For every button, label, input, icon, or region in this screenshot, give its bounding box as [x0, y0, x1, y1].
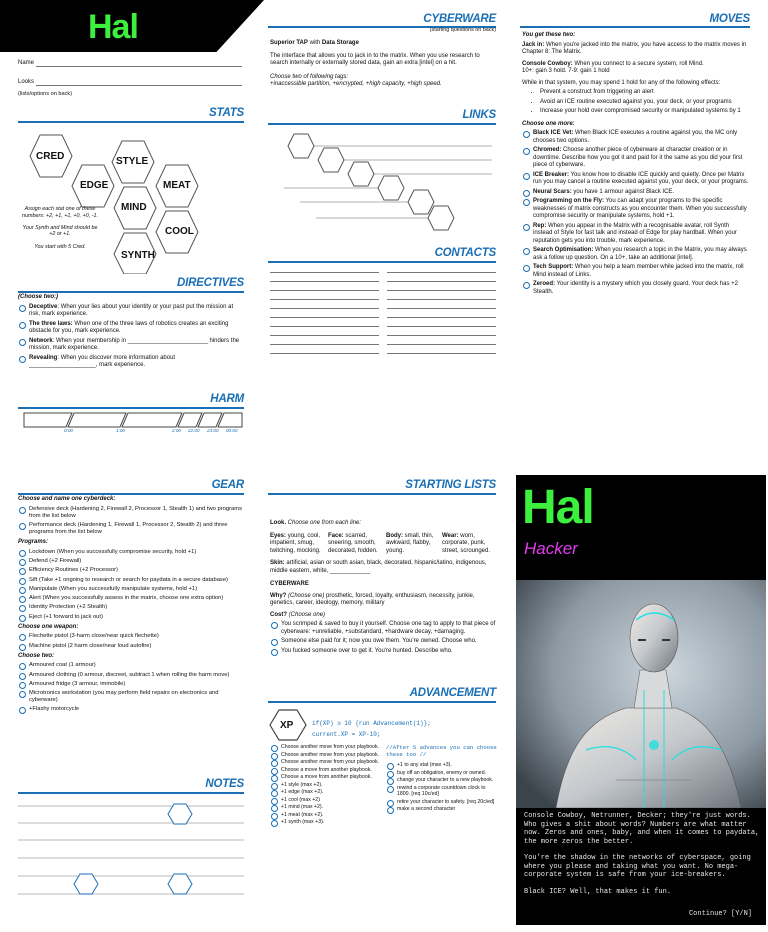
- contacts-lines[interactable]: [270, 264, 496, 354]
- move-option[interactable]: Black ICE Vet: When Black ICE executes a routine against you, the MC only chooses two options.: [522, 130, 750, 145]
- gear-weapon-heading: Choose one weapon:: [18, 623, 79, 630]
- cowboy-hits: 10+: gain 3 hold. 7-9: gain 1 hold: [522, 68, 610, 74]
- cover-text-2: You're the shadow in the networks of cyberspace, going where you please and taking what you want. No mega-corporate system is safe from your ice-breakers.: [524, 854, 751, 880]
- advancement-option[interactable]: retire your character to safety. [req 20c/ed]: [386, 799, 498, 806]
- contacts-heading: CONTACTS: [434, 247, 496, 259]
- cover-role: Hacker: [524, 539, 578, 558]
- harm-tick: 00:00: [226, 428, 238, 433]
- notes-area[interactable]: [18, 798, 244, 898]
- gear-option[interactable]: +Flashy motorcycle: [18, 706, 244, 713]
- directive-item[interactable]: The three laws: When one of the three laws of robotics creates an exciting obstacle for you, mark experience.: [18, 321, 244, 336]
- links-hex-chain: [270, 126, 496, 236]
- advancement-option[interactable]: +1 cool (max +2): [270, 797, 382, 804]
- move-option[interactable]: ICE Breaker: You know how to disable ICE quickly and quietly. Once per Matrix run you may cancel a routine executed against you, your deck, or your programs.: [522, 172, 750, 187]
- harm-tick: 1:00: [116, 428, 125, 433]
- harm-tick: 22:00: [188, 428, 200, 433]
- moves-choose: Choose one more:: [522, 120, 575, 127]
- harm-tick: 0:00: [64, 428, 73, 433]
- gear-option[interactable]: Efficiency Routines (+2 Processor): [18, 567, 244, 574]
- gear-cyberdeck-heading: Choose and name one cyberdeck:: [18, 496, 116, 502]
- harm-heading: HARM: [210, 393, 244, 405]
- gear-option[interactable]: Microtronics workstation (you may perform field repairs on electronics and cyberware): [18, 690, 244, 704]
- move-option[interactable]: Programming on the Fly: You can adapt your programs to the specific weaknesses of matrix constructs as you encounter them. When you successfully compromise security or manipulate systems, hold +1.: [522, 198, 750, 221]
- notes-heading: NOTES: [205, 778, 244, 790]
- look-face[interactable]: Face: scarred, sneering, smooth, decorated, hidden.: [328, 532, 378, 554]
- look-body[interactable]: Body: small, thin, awkward, flabby, young.: [386, 532, 434, 554]
- advancement-option[interactable]: +1 style (max +2).: [270, 782, 382, 789]
- move-option[interactable]: Tech Support: When you help a team member while jacked into the matrix, roll Mind instead of Links.: [522, 264, 750, 279]
- move-option[interactable]: Search Optimisation: When you research a topic in the Matrix, you may always ask a follow up question. On a 10+, take an additional [intel].: [522, 247, 750, 262]
- cyberware-subheading: CYBERWARE: [270, 581, 309, 587]
- gear-option[interactable]: Performance deck (Hardening 1, Firewall 1, Processor 2, Stealth 2) and three programs from the list below: [18, 522, 244, 536]
- stats-note-synth: Your Synth and Mind should be +2 or +1.: [22, 224, 98, 238]
- moves-get: You get these two:: [522, 32, 576, 38]
- gear-option[interactable]: Flechette pistol (3-harm close/near quick flechette): [18, 633, 244, 640]
- advancement-option[interactable]: Choose a move from another playbook.: [270, 767, 382, 774]
- cover-name: Hal: [522, 481, 594, 534]
- gear-option[interactable]: Lockdown (When you successfully compromise security, hold +1): [18, 549, 244, 556]
- advancement-option[interactable]: make a second character: [386, 806, 498, 813]
- stat-label-cool: COOL: [165, 226, 194, 237]
- stat-label-meat: MEAT: [163, 180, 191, 191]
- gear-cyberdecks: [18, 506, 244, 537]
- move-option[interactable]: Rep: When you appear in the Matrix with a recognisable avatar, roll Synth instead of Style for fast talk and instead of Edge for play hardball. When your reputation gets you into trouble, mark experience.: [522, 223, 750, 246]
- gear-option[interactable]: Armoured coat (1 armour): [18, 662, 244, 669]
- cyberware-cost: Cost? (Choose one): [270, 611, 326, 618]
- directive-item[interactable]: Revealing: When you discover more information about ____________________, mark experience.: [18, 355, 244, 370]
- gear-option[interactable]: Manipulate (When you successfully manipulate systems, hold +1): [18, 586, 244, 593]
- look-eyes[interactable]: Eyes: young, cool, impatient, smug, twitching, mocking.: [270, 532, 321, 554]
- cover-text-3: Black ICE? Well, that makes it fun.: [524, 887, 672, 896]
- directives-choose: (Choose two:): [18, 294, 58, 300]
- advancement-option[interactable]: +1 meat (max +2).: [270, 812, 382, 819]
- gear-two-heading: Choose two:: [18, 652, 54, 659]
- stat-label-synth: SYNTH: [121, 250, 155, 261]
- gear-option[interactable]: Identity Protection (+2 Stealth): [18, 604, 244, 611]
- advancement-heading: ADVANCEMENT: [409, 687, 496, 699]
- stats-heading: STATS: [209, 107, 244, 119]
- gear-option[interactable]: Defensive deck (Hardening 2, Firewall 2, Processor 1, Stealth 1) and two programs from the list below: [18, 506, 244, 520]
- stats-note-cred: You start with 5 Cred.: [34, 244, 86, 250]
- advancement-option[interactable]: +1 mind (max +2).: [270, 804, 382, 811]
- gear-option[interactable]: Armoured clothing (0 armour, discreet, subtract 1 when rolling the harm move): [18, 672, 244, 679]
- advancement-option[interactable]: Choose another move from your playbook.: [270, 744, 382, 751]
- harm-clock[interactable]: [22, 411, 244, 429]
- stats-note-assign: Assign each stat one of these numbers: +2, +1, +1, +0, +0, -1.: [22, 206, 98, 219]
- move-option[interactable]: Chromed: Choose another piece of cyberware at character creation or in downtime. Describe how you got it and paid for it the same as you did your first piece of cyberware.: [522, 147, 750, 170]
- advancement-option[interactable]: +1 synth (max +3).: [270, 819, 382, 826]
- cost-option[interactable]: You fucked someone over to get it. You're hunted. Describe who.: [270, 648, 496, 656]
- cyberware-text: The interface that allows you to jack in to the matrix. When you use research to search internally or externally stored data, gain an extra [intel] on a hit.: [270, 52, 480, 66]
- xp-label: XP: [280, 720, 294, 731]
- gear-option[interactable]: Alert (When you successfully assess in the matrix, choose one extra option): [18, 595, 244, 602]
- cyberware-tags-intro: Choose two of following tags:: [270, 73, 349, 80]
- gear-heading: GEAR: [211, 479, 244, 491]
- gear-choose-two: [18, 662, 244, 713]
- directive-item[interactable]: Deceptive: When your lies about your identity or your past put the mission at risk, mark experience.: [18, 304, 244, 319]
- advancement-option[interactable]: change your character to a new playbook.: [386, 777, 498, 784]
- cost-option[interactable]: You scrimped & saved to buy it yourself. Choose one tag to apply to that piece of cyberware: +unreliable, +substandard, +hardware decay, +damaging.: [270, 621, 496, 636]
- move-jack-in: Jack in: When you're jacked into the matrix, you have access to the matrix moves in Chapter 8: The Matrix.: [522, 41, 747, 55]
- cyborg-portrait: [516, 580, 766, 808]
- look-heading: Look. Choose one from each line:: [270, 520, 362, 526]
- cost-options: [270, 621, 496, 655]
- stat-label-edge: EDGE: [80, 180, 109, 191]
- links-heading: LINKS: [462, 109, 496, 121]
- moves-options: [522, 130, 750, 296]
- advancement-option[interactable]: buy off an obligation, enemy or owned.: [386, 770, 498, 777]
- directive-item[interactable]: Network: When your membership in ________________________ hinders the mission, mark experience.: [18, 338, 244, 353]
- gear-option[interactable]: Machine pistol (2 harm close/near loud autofire): [18, 643, 244, 650]
- harm-tick: 2:00: [172, 428, 181, 433]
- advancement-option[interactable]: +1 to any stat (max +3).: [386, 762, 498, 769]
- move-option[interactable]: Neural Scars: you have 1 armour against Black ICE.: [522, 189, 750, 197]
- starting-lists-heading: STARTING LISTS: [405, 479, 496, 491]
- gear-option[interactable]: Armoured fridge (3 armour, immobile): [18, 681, 244, 688]
- looks-label: Looks: [18, 78, 35, 85]
- advancement-option[interactable]: +1 edge (max +2).: [270, 789, 382, 796]
- advancement-comment: //After 5 advances you can choose these too //: [386, 744, 497, 758]
- cyberware-title: Superior TAP with Data Storage: [270, 40, 359, 46]
- move-option[interactable]: Zeroed: Your identity is a mystery which you closely guard. Your deck has +2 Stealth.: [522, 281, 750, 296]
- stat-label-mind: MIND: [121, 202, 147, 213]
- advancement-option[interactable]: rewind a corporate countdown clock to 1800. [req 10c/ed]: [386, 785, 498, 798]
- advancement-option[interactable]: Choose another move from your playbook.: [270, 752, 382, 759]
- moves-heading: MOVES: [709, 13, 750, 25]
- gear-option[interactable]: Sift (Take +1 ongoing to research or search for paydata in a secure database): [18, 577, 244, 584]
- cyberware-heading: CYBERWARE: [423, 13, 496, 25]
- xp-code-line1: if(XP) ≥ 10 {run Advancement(1)};: [312, 720, 431, 727]
- directives-list: [18, 304, 244, 370]
- look-skin[interactable]: Skin: artificial, asian or south asian, black, decorated, hispanic/latino, indigenous, middle eastern, white, ____________: [270, 560, 487, 574]
- advancement-basic: [270, 744, 382, 826]
- continue-prompt[interactable]: Continue? [Y/N]: [688, 910, 752, 918]
- lists-note: (lists/options on back): [18, 91, 73, 97]
- cowboy-bullets: • Prevent a construct from triggering an alert • Avoid an ICE routine executed against you, your deck, or your programs • Increase your hold over compromised security or manipulated systems by 1: [540, 89, 750, 116]
- look-options: [270, 533, 496, 556]
- cyberware-why: Why? (Choose one) prosthetic, forced, loyalty, enthusiasm, necessity, junkie, genetics, career, ideology, memory, military: [270, 592, 475, 606]
- looks-field[interactable]: [36, 77, 242, 86]
- advancement-advanced: [386, 762, 498, 813]
- stat-label-style: STYLE: [116, 156, 149, 167]
- gear-programs: [18, 549, 244, 621]
- stat-label-cred: CRED: [36, 151, 65, 162]
- directives-heading: DIRECTIVES: [176, 277, 244, 289]
- advancement-option[interactable]: Choose a move from another playbook.: [270, 774, 382, 781]
- harm-tick: 23:00: [207, 428, 219, 433]
- name-field[interactable]: [36, 58, 242, 67]
- gear-option[interactable]: Eject (+1 forward to jack out): [18, 614, 244, 621]
- move-console-cowboy: Console Cowboy: When you connect to a secure system, roll Mind.: [522, 60, 704, 67]
- gear-weapons: [18, 633, 244, 649]
- look-wear[interactable]: Wear: worn, corporate, punk, street, scrounged.: [442, 532, 491, 554]
- xp-code-line2: current.XP = XP-10;: [312, 730, 381, 738]
- cowboy-while: While in that system, you may spend 1 hold for any of the following effects:: [522, 79, 721, 86]
- cyberware-tags: +inaccessible partition, +encrypted, +high capacity, +high speed.: [270, 81, 442, 87]
- cyberware-subtitle: (starting questions on back): [429, 27, 496, 33]
- cover-text-1: Console Cowboy, Netrunner, Decker; they're just words. Who gives a shit about words? Numbers are what matter now. Zeros and ones, baby, and when it comes to paydata, the more zeros the better.: [524, 812, 760, 846]
- gear-programs-heading: Programs:: [18, 539, 49, 546]
- name-label: Name: [18, 59, 35, 66]
- gear-option[interactable]: Defend (+2 Firewall): [18, 558, 244, 565]
- cost-option[interactable]: Someone else paid for it; now you owe them. You're owned. Choose who.: [270, 638, 496, 646]
- advancement-option[interactable]: Choose another move from your playbook.: [270, 759, 382, 766]
- character-name: Hal: [88, 8, 138, 46]
